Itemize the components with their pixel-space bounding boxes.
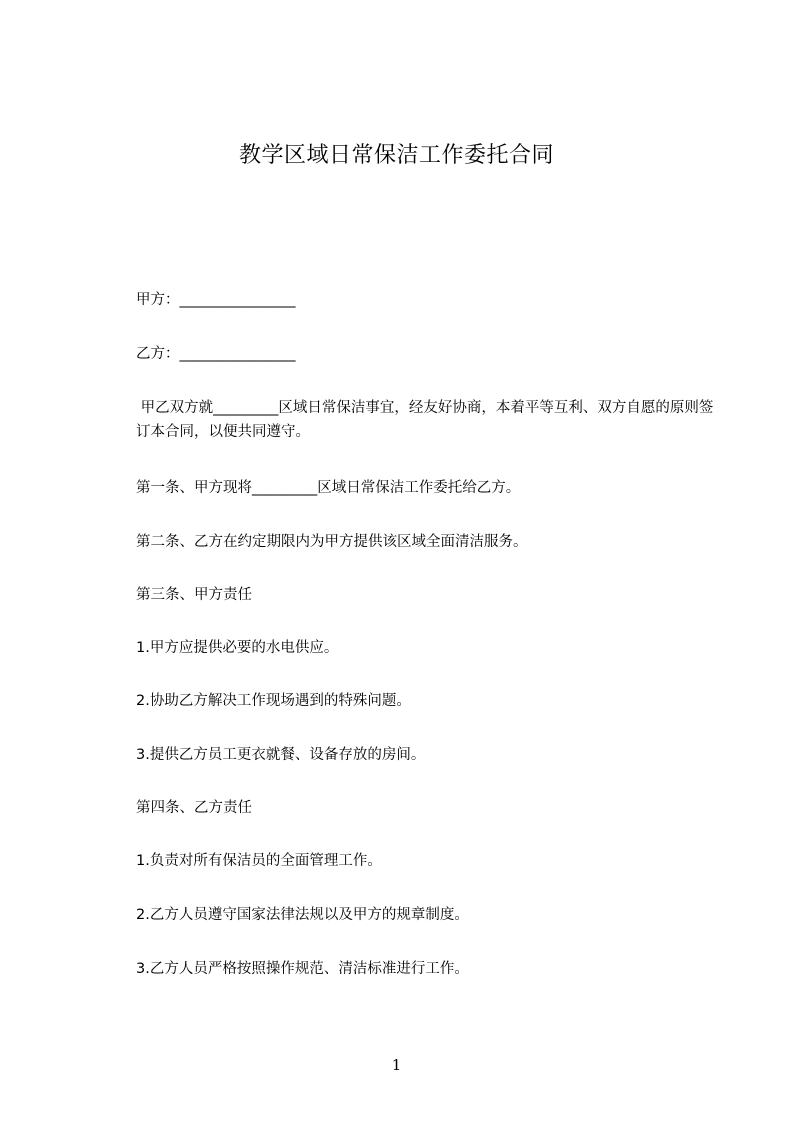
article-4-heading: 第四条、乙方责任 [136, 800, 252, 816]
article-1: 第一条、甲方现将_________区域日常保洁工作委托给乙方。 [136, 480, 521, 496]
document-title: 教学区域日常保洁工作委托合同 [238, 143, 554, 168]
article-3-heading: 第三条、甲方责任 [136, 587, 252, 603]
intro-paragraph: 甲乙双方就_________区域日常保洁事宜，经友好协商，本着平等互利、双方自愿的原则签订本合同，以便共同遵守。 [136, 400, 714, 440]
article-3-item: 1.甲方应提供必要的水电供应。 [136, 640, 339, 656]
article-4-item: 3.乙方人员严格按照操作规范、清洁标准进行工作。 [136, 961, 469, 977]
page-number: 1 [391, 1056, 402, 1074]
article-3-item: 3.提供乙方员工更衣就餐、设备存放的房间。 [136, 747, 426, 763]
party-b-line: 乙方：________________ [136, 346, 296, 362]
article-3-item: 2.协助乙方解决工作现场遇到的特殊问题。 [136, 693, 411, 709]
article-4-item: 1.负责对所有保洁员的全面管理工作。 [136, 853, 382, 869]
article-4-item: 2.乙方人员遵守国家法律法规以及甲方的规章制度。 [136, 907, 469, 923]
article-2: 第二条、乙方在约定期限内为甲方提供该区域全面清洁服务。 [136, 534, 528, 550]
party-a-line: 甲方：________________ [136, 292, 296, 308]
